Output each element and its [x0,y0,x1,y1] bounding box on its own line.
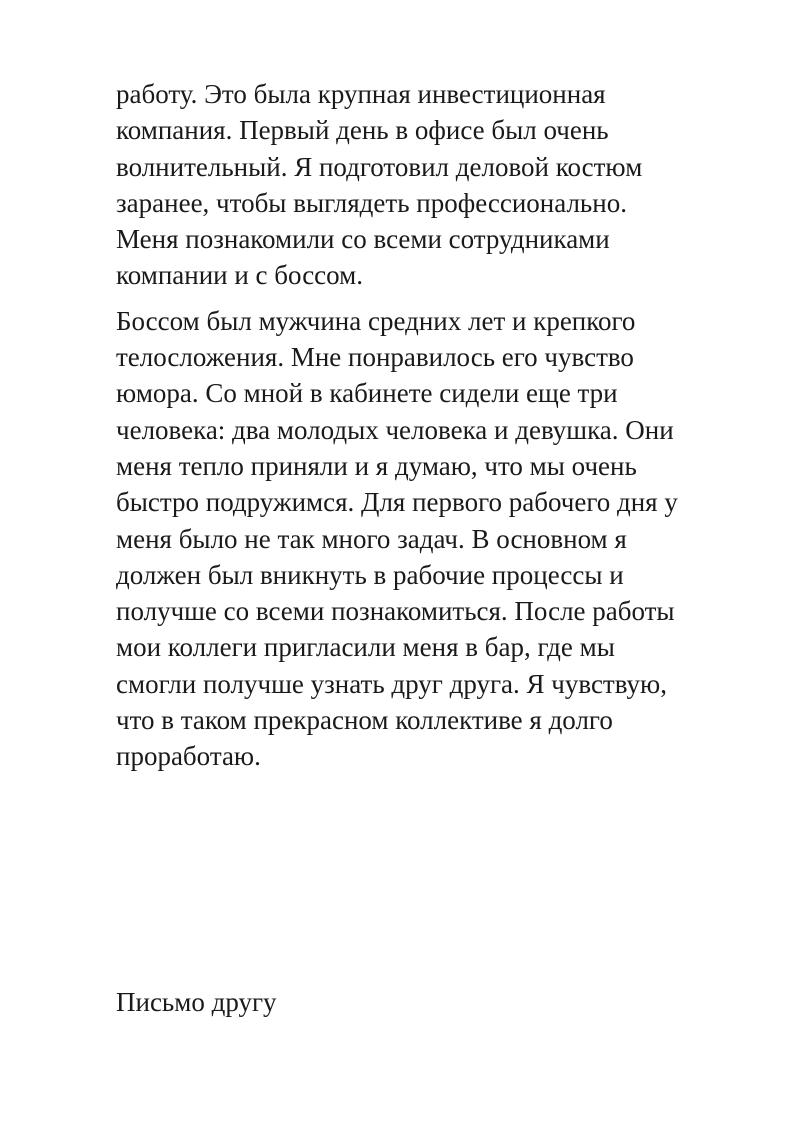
text-line: Меня познакомили со всеми сотрудниками [116,224,610,255]
text-line: человека: два молодых человека и девушка. Они [116,414,674,445]
text-line: компания. Первый день в офисе был очень [116,115,609,146]
text-line: Боссом был мужчина средних лет и крепкого [116,305,636,336]
text-line: быстро подружимся. Для первого рабочего дня у [116,487,678,518]
document-title: Письмо другу [116,987,277,1017]
text-line: мои коллеги пригласили меня в бар, где мы [116,632,615,663]
text-line: получше со всеми познакомиться. После работы [116,596,675,627]
text-line: работу. Это была крупная инвестиционная [116,79,606,109]
text-line: заранее, чтобы выглядеть профессионально. [116,187,627,218]
text-line: проработаю. [116,741,261,772]
text-line: компании и с боссом. [116,260,363,291]
body-text [116,76,746,775]
text-line: волнительный. Я подготовил деловой костюм [116,151,643,182]
text-line: что в таком прекрасном коллективе я долго [116,705,613,736]
paragraph-1 [116,76,746,294]
text-line: смогли получше узнать друг друга. Я чувствую, [116,668,667,699]
text-line: телосложения. Мне понравилось его чувство [116,342,634,373]
text-line: меня было не так много задач. В основном я [116,523,627,554]
text-line: должен был вникнуть в рабочие процессы и [116,559,624,590]
text-line: меня тепло приняли и я думаю, что мы очень [116,450,637,481]
text-line: юмора. Со мной в кабинете сидели еще три [116,378,618,409]
paragraph-2 [116,303,746,775]
